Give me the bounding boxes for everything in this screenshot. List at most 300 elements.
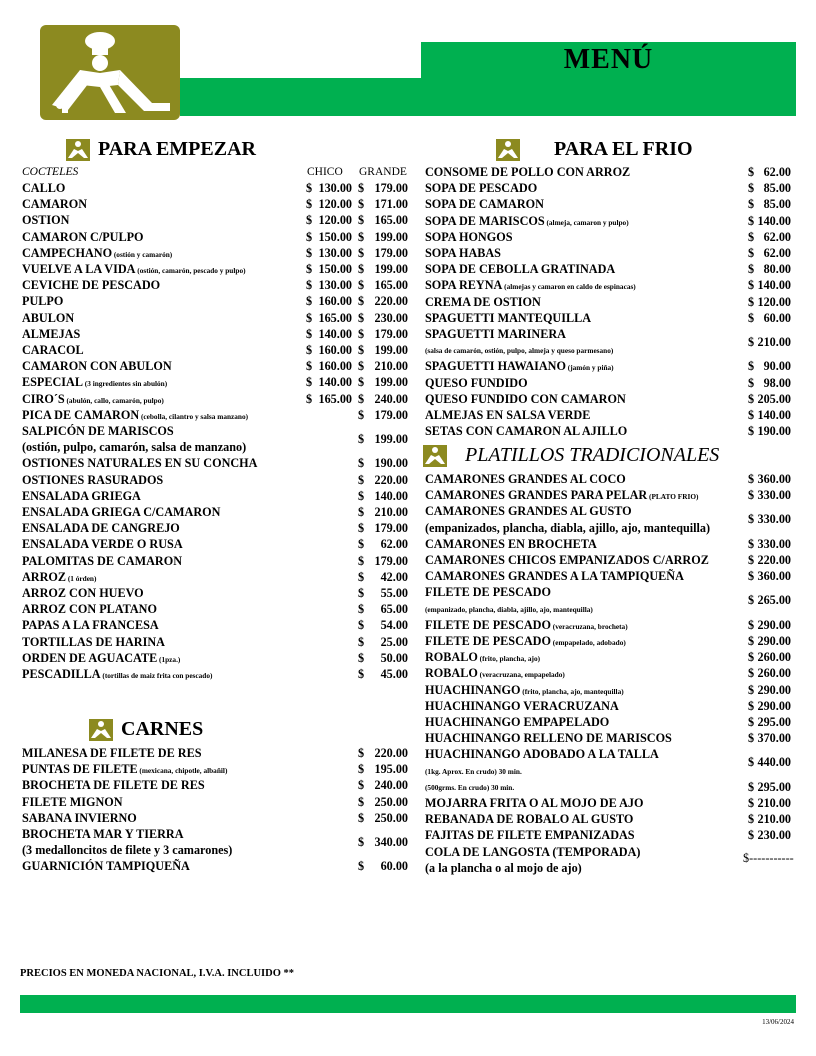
item-name [22, 489, 141, 504]
price-value: 199.00 [374, 229, 408, 244]
price-value: 210.00 [374, 505, 408, 519]
footer-note: PRECIOS EN MONEDA NACIONAL, I.V.A. INCLUIDO ** [20, 968, 295, 979]
currency-symbol: $ [748, 731, 755, 746]
price-value: 165.00 [318, 391, 352, 406]
item-title: CAMARON [22, 197, 87, 212]
currency-symbol: $ [748, 359, 755, 374]
chef-icon [423, 445, 447, 467]
currency-symbol: $ [748, 278, 755, 293]
menu-row [22, 392, 412, 408]
item-name [425, 767, 522, 776]
item-title: SOPA DE CEBOLLA GRATINADA [425, 262, 616, 277]
item-name [425, 845, 640, 860]
item-title: ESPECIAL [22, 375, 83, 390]
col-chico-header: CHICO [307, 166, 343, 178]
item-title: SOPA HABAS [425, 246, 501, 260]
currency-symbol: $ [748, 812, 755, 827]
currency-symbol: $ [358, 197, 365, 212]
currency-symbol: $ [748, 408, 755, 422]
menu-row [425, 537, 795, 553]
currency-symbol: $ [748, 197, 755, 212]
item-title: SETAS CON CAMARON AL AJILLO [425, 424, 628, 439]
item-title: CREMA DE OSTION [425, 294, 541, 309]
price-value: 85.00 [763, 181, 791, 196]
price-value: 179.00 [374, 245, 408, 260]
item-note: (frito, plancha, ajo, mantequilla) [520, 686, 624, 696]
menu-row [22, 473, 412, 489]
item-name [425, 488, 698, 503]
price-value: 250.00 [374, 810, 408, 825]
price-value: 60.00 [380, 859, 408, 874]
item-name [425, 246, 501, 261]
price-value: 260.00 [757, 666, 791, 681]
item-title: ENSALADA GRIEGA [22, 488, 141, 503]
currency-symbol: $ [358, 278, 365, 293]
item-title: MOJARRA FRITA O AL MOJO DE AJO [425, 796, 644, 810]
currency-symbol: $ [306, 294, 313, 309]
currency-symbol: $ [306, 391, 313, 406]
price-value: 140.00 [757, 408, 791, 422]
price-value: 130.00 [318, 278, 352, 293]
item-title: CAMARONES CHICOS EMPANIZADOS C/ARROZ [425, 553, 709, 567]
menu-row [22, 554, 412, 570]
item-name [425, 327, 566, 342]
item-title: MILANESA DE FILETE DE RES [22, 746, 202, 760]
price-value: 160.00 [318, 359, 352, 374]
price-value: 210.00 [757, 812, 791, 827]
menu-row [425, 747, 795, 779]
item-name [22, 424, 174, 439]
item-name [22, 618, 159, 633]
price-value: 290.00 [757, 634, 791, 648]
item-title: (500grms. En crudo) 30 min. [425, 782, 515, 792]
price-value: 265.00 [757, 593, 791, 608]
currency-symbol: $ [748, 698, 755, 713]
chef-icon [89, 719, 113, 741]
date-label: 13/06/2024 [762, 1018, 794, 1026]
currency-symbol: $ [748, 755, 755, 770]
price-value: 220.00 [374, 746, 408, 760]
item-title: QUESO FUNDIDO [425, 375, 528, 390]
currency-symbol: $ [306, 343, 313, 357]
menu-row [22, 359, 412, 375]
item-name [22, 473, 163, 488]
price-value: 140.00 [757, 213, 791, 228]
item-title: ABULON [22, 310, 75, 325]
currency-symbol: $ [748, 569, 755, 584]
col-grande-header: GRANDE [359, 166, 407, 178]
menu-row [22, 762, 412, 778]
price-value: 330.00 [757, 488, 791, 503]
item-name [22, 746, 201, 761]
price-value: 179.00 [374, 553, 408, 568]
currency-symbol: $ [748, 536, 755, 551]
item-name [22, 246, 172, 261]
currency-symbol: $ [306, 181, 313, 195]
item-title: CALLO [22, 181, 66, 195]
price-value: 290.00 [757, 682, 791, 697]
item-name [425, 618, 628, 633]
item-name [22, 762, 227, 777]
item-title: ALMEJAS [22, 326, 81, 341]
menu-row [425, 650, 795, 666]
item-title: REBANADA DE ROBALO AL GUSTO [425, 812, 634, 827]
price-value: 160.00 [318, 343, 352, 357]
price-value: 210.00 [374, 359, 408, 374]
item-title: ORDEN DE AGUACATE [22, 650, 158, 665]
chef-icon [496, 139, 520, 161]
price-value: 199.00 [374, 432, 408, 447]
item-name [22, 537, 183, 552]
item-name [22, 230, 144, 245]
currency-symbol: $ [306, 245, 313, 260]
item-name [425, 408, 590, 423]
item-title: SPAGUETTI HAWAIANO [425, 359, 566, 374]
item-title: ARROZ CON HUEVO [22, 586, 144, 600]
item-name [425, 666, 565, 681]
item-note: (mexicana, chipotle, albañil) [137, 766, 228, 776]
item-name [22, 505, 220, 520]
item-name [425, 181, 537, 196]
currency-symbol: $ [748, 796, 755, 810]
currency-symbol: $ [748, 488, 755, 503]
item-name [425, 634, 626, 649]
item-name [425, 828, 635, 843]
currency-symbol: $ [748, 617, 755, 632]
item-title: PESCADILLA [22, 667, 101, 681]
item-title: HUACHINANGO EMPAPELADO [425, 715, 610, 729]
item-name [425, 165, 630, 180]
item-title: SOPA REYNA [425, 278, 503, 293]
price-value: 199.00 [374, 262, 408, 276]
item-name [425, 346, 613, 355]
currency-symbol: $ [358, 456, 365, 471]
item-title: SPAGUETTI MANTEQUILLA [425, 310, 592, 325]
currency-symbol: $ [358, 618, 365, 633]
item-name [425, 359, 614, 374]
price-value: 330.00 [757, 512, 791, 527]
item-name [425, 214, 629, 229]
item-title: BROCHETA MAR Y TIERRA [22, 827, 184, 841]
currency-symbol: $ [358, 586, 365, 600]
currency-symbol: $ [358, 391, 365, 406]
section-header-empezar [66, 138, 256, 161]
item-title: ENSALADA DE CANGREJO [22, 521, 180, 536]
item-title: ROBALO [425, 650, 478, 665]
item-name [22, 456, 257, 471]
item-name [425, 376, 528, 391]
price-value: 62.00 [763, 165, 791, 179]
currency-symbol: $ [748, 715, 755, 729]
section-header-tradicionales [423, 444, 719, 467]
menu-row [22, 311, 412, 327]
item-note: (empapelado, adobado) [550, 638, 626, 647]
item-title: PALOMITAS DE CAMARON [22, 553, 183, 568]
menu-row [425, 424, 795, 440]
currency-symbol: $ [748, 682, 755, 697]
item-name [22, 181, 65, 196]
price-value: 140.00 [757, 278, 791, 293]
item-name [425, 230, 512, 245]
item-name [425, 537, 597, 552]
price-value: 220.00 [374, 472, 408, 487]
item-name [22, 392, 164, 407]
item-note: (abulón, callo, camarón, pulpo) [64, 395, 164, 405]
currency-symbol: $ [358, 310, 365, 325]
header-band [180, 78, 796, 116]
price-value: 85.00 [763, 197, 791, 212]
item-title: SOPA DE MARISCOS [425, 213, 545, 228]
price-value: 25.00 [380, 634, 408, 649]
price-value: 45.00 [380, 667, 408, 681]
item-name [22, 602, 157, 617]
currency-symbol: $ [748, 165, 755, 179]
currency-symbol: $ [748, 294, 755, 309]
currency-symbol: $ [306, 375, 313, 390]
item-name [425, 553, 709, 568]
currency-symbol: $ [748, 181, 755, 196]
item-name [22, 778, 205, 793]
menu-row [22, 327, 412, 343]
item-title: SPAGUETTI MARINERA [425, 327, 566, 341]
price-value: 42.00 [380, 569, 408, 584]
item-note: (PLATO FRIO) [647, 492, 699, 502]
item-title: PULPO [22, 294, 64, 309]
currency-symbol: $ [358, 859, 365, 874]
menu-row [425, 392, 795, 408]
item-title: PICA DE CAMARON [22, 407, 140, 422]
item-name [425, 731, 672, 746]
chef-icon [66, 139, 90, 161]
item-name [425, 683, 624, 698]
currency-symbol: $ [748, 246, 755, 260]
currency-symbol: $ [358, 505, 365, 519]
currency-symbol: $ [358, 835, 365, 850]
item-note: (ostión, camarón, pescado y pulpo) [135, 266, 246, 275]
item-name [425, 796, 643, 811]
item-title: FILETE DE PESCADO [425, 585, 551, 600]
menu-row [22, 537, 412, 553]
item-name [22, 586, 144, 601]
menu-row [22, 618, 412, 634]
menu-row [425, 295, 795, 311]
currency-symbol: $ [748, 593, 755, 608]
menu-row [425, 311, 795, 327]
currency-symbol: $ [358, 650, 365, 665]
item-name [22, 521, 180, 536]
item-title: ARROZ CON PLATANO [22, 602, 157, 617]
item-name [425, 569, 684, 584]
menu-row [425, 262, 795, 278]
currency-symbol: $ [358, 746, 365, 760]
item-name [22, 440, 246, 455]
item-title: ARROZ [22, 569, 67, 584]
item-name [425, 715, 609, 730]
item-name [425, 783, 514, 792]
currency-symbol: $ [358, 213, 365, 228]
item-title: OSTIONES NATURALES EN SU CONCHA [22, 456, 258, 471]
item-title: SOPA DE PESCADO [425, 181, 538, 196]
item-title: HUACHINANGO VERACRUZANA [425, 698, 619, 713]
item-name [425, 605, 593, 614]
menu-row [425, 488, 795, 504]
item-name [22, 667, 212, 682]
menu-row [425, 699, 795, 715]
item-name [425, 812, 633, 827]
item-title: OSTION [22, 213, 70, 228]
menu-row [425, 780, 795, 796]
item-title: CAMPECHANO [22, 245, 113, 260]
page-title: MENÚ [563, 44, 654, 75]
currency-symbol: $ [748, 828, 755, 843]
currency-symbol: $ [748, 553, 755, 567]
item-title: (a la plancha o al mojo de ajo) [425, 860, 582, 875]
menu-row [425, 796, 795, 812]
menu-row [425, 569, 795, 585]
item-note: (tortillas de maiz frita con pescado) [100, 671, 213, 680]
price-value: 360.00 [757, 472, 791, 486]
currency-symbol: $ [748, 213, 755, 228]
item-name [22, 197, 87, 212]
price-value: 250.00 [374, 794, 408, 809]
currency-symbol: $ [748, 262, 755, 277]
item-title: (1kg. Aprox. En crudo) 30 min. [425, 766, 522, 776]
price-value: 130.00 [318, 245, 352, 260]
currency-symbol: $ [358, 810, 365, 825]
section-title: PARA EMPEZAR [98, 138, 256, 160]
currency-symbol: $ [358, 472, 365, 487]
price-value: 62.00 [763, 229, 791, 244]
price-value: 165.00 [374, 278, 408, 293]
item-name [22, 635, 165, 650]
menu-row [425, 634, 795, 650]
section-title: PLATILLOS TRADICIONALES [465, 444, 720, 466]
currency-symbol: $ [748, 472, 755, 486]
menu-row [22, 795, 412, 811]
currency-symbol: $ [358, 262, 365, 276]
item-name [22, 554, 182, 569]
item-name [22, 359, 172, 374]
price-value: 220.00 [374, 294, 408, 309]
item-title: HUACHINANGO [425, 682, 521, 697]
price-value: 171.00 [374, 197, 408, 212]
menu-row [22, 586, 412, 602]
menu-row [425, 666, 795, 682]
menu-row [22, 375, 412, 391]
item-title: PUNTAS DE FILETE [22, 762, 138, 777]
item-title: CAMARON C/PULPO [22, 229, 144, 244]
price-value: 210.00 [757, 796, 791, 810]
item-title: CAMARONES GRANDES AL COCO [425, 472, 626, 486]
price-value: 370.00 [757, 731, 791, 746]
price-value: 140.00 [318, 375, 352, 390]
menu-row [425, 504, 795, 536]
currency-symbol: $ [358, 667, 365, 681]
item-name [425, 650, 540, 665]
menu-row [425, 812, 795, 828]
price-value: 199.00 [374, 343, 408, 357]
menu-row [22, 651, 412, 667]
price-value: 150.00 [318, 262, 352, 276]
menu-row [22, 778, 412, 794]
price-value: 80.00 [763, 262, 791, 277]
price-value: 60.00 [763, 310, 791, 325]
item-name [425, 747, 659, 762]
section-title: CARNES [121, 718, 204, 740]
price-value: 440.00 [757, 755, 791, 770]
item-title: CAMARONES GRANDES PARA PELAR [425, 488, 648, 503]
menu-row [22, 570, 412, 586]
menu-row [425, 845, 795, 877]
item-title: (empanizados, plancha, diabla, ajillo, ajo, mantequilla) [425, 520, 711, 535]
menu-row [425, 553, 795, 569]
price-value: 150.00 [318, 229, 352, 244]
currency-symbol: $ [306, 278, 313, 293]
item-note: (veracruzana, brocheta) [550, 621, 628, 631]
currency-symbol: $ [748, 634, 755, 648]
price-value: 165.00 [318, 310, 352, 325]
price-value: 179.00 [374, 407, 408, 422]
menu-row [22, 859, 412, 875]
price-value: 165.00 [374, 213, 408, 228]
item-title: FILETE DE PESCADO [425, 617, 551, 632]
section-header-frio [496, 138, 693, 161]
item-title: CAMARONES GRANDES A LA TAMPIQUEÑA [425, 569, 684, 584]
price-value: 62.00 [380, 537, 408, 552]
currency-symbol: $ [358, 537, 365, 552]
item-name [22, 795, 123, 810]
item-title: CARACOL [22, 343, 84, 357]
currency-symbol: $ [358, 488, 365, 503]
menu-row [22, 197, 412, 213]
currency-symbol: $ [358, 294, 365, 309]
price-value: 140.00 [318, 326, 352, 341]
menu-row [22, 181, 412, 197]
item-title: SOPA DE CAMARON [425, 197, 544, 212]
item-title: CAMARONES EN BROCHETA [425, 536, 597, 551]
item-title: TORTILLAS DE HARINA [22, 634, 165, 649]
item-name [425, 861, 582, 876]
currency-symbol: $ [748, 650, 755, 665]
menu-row [22, 294, 412, 310]
menu-row [425, 408, 795, 424]
item-name [22, 843, 232, 858]
price-value: 260.00 [757, 650, 791, 665]
price-value: 199.00 [374, 375, 408, 390]
menu-row [22, 262, 412, 278]
menu-row [425, 327, 795, 359]
item-note: (jamón y piña) [565, 363, 614, 373]
currency-symbol: $ [358, 432, 365, 447]
item-name [425, 699, 619, 714]
item-name [22, 827, 184, 842]
menu-row [425, 214, 795, 230]
price-value: 290.00 [757, 698, 791, 713]
price-value: 55.00 [380, 586, 408, 600]
currency-symbol: $ [748, 391, 755, 406]
price-value: 62.00 [763, 246, 791, 260]
item-title: ENSALADA GRIEGA C/CAMARON [22, 505, 221, 519]
menu-row [425, 246, 795, 262]
menu-row [425, 181, 795, 197]
currency-symbol: $ [358, 794, 365, 809]
menu-row [22, 246, 412, 262]
price-value: 290.00 [757, 617, 791, 632]
menu-row [22, 489, 412, 505]
price-value: 179.00 [374, 521, 408, 536]
item-name [22, 651, 180, 666]
item-note: (frito, plancha, ajo) [477, 654, 541, 664]
